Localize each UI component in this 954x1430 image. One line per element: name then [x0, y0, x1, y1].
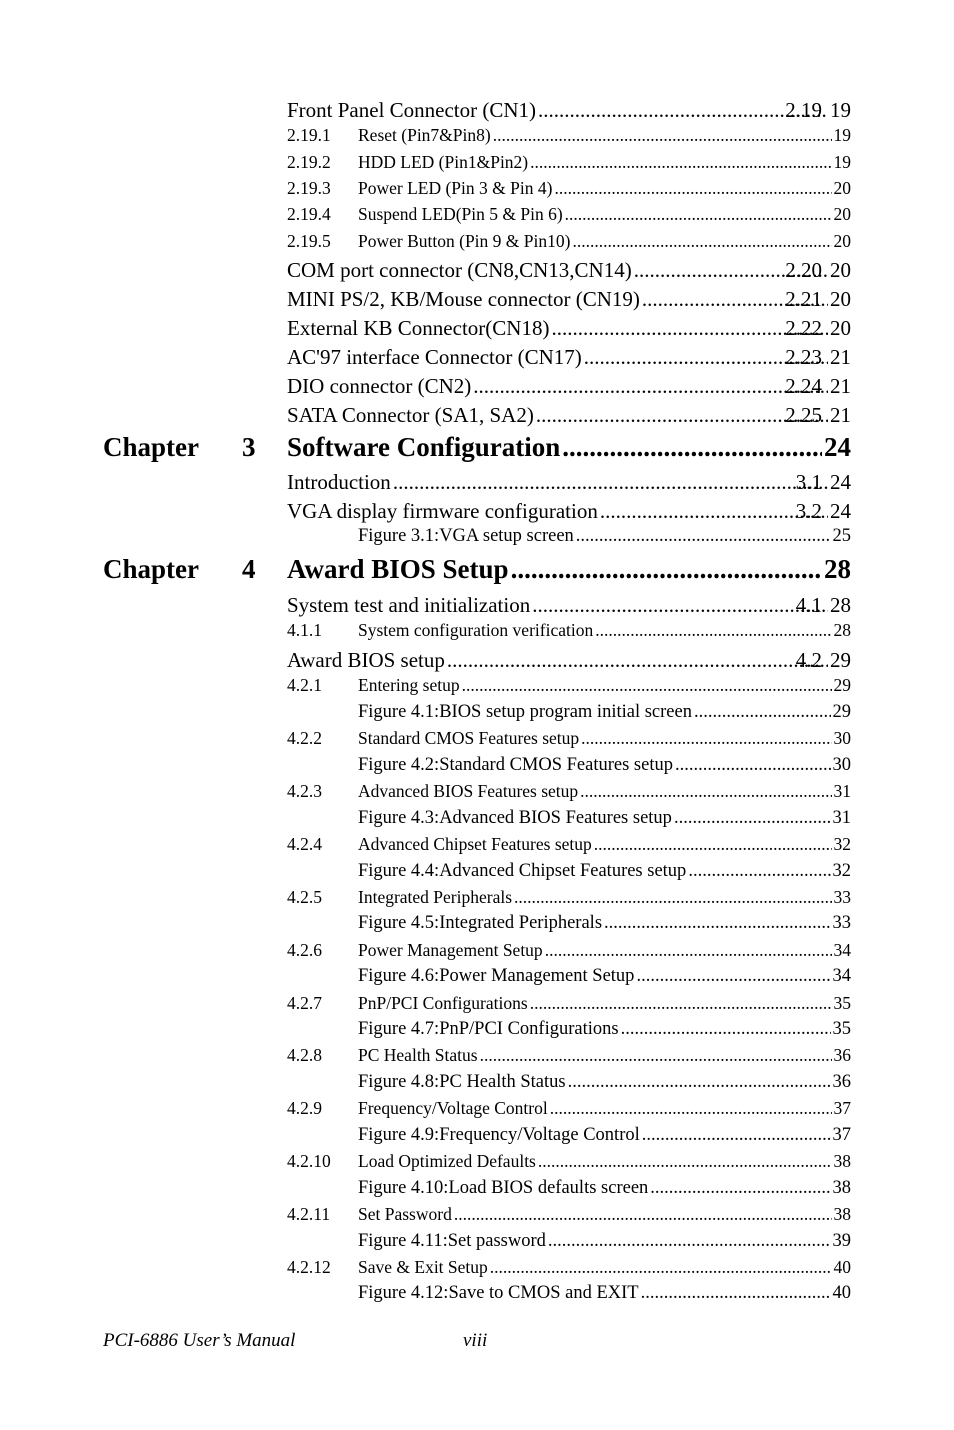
dot-leader [480, 1045, 832, 1066]
dot-leader [554, 178, 831, 199]
entry-title: Figure 4.4:Advanced Chipset Features setup [358, 861, 687, 882]
dot-leader [595, 620, 831, 641]
section-number: 4.2.6 [287, 940, 322, 961]
toc-entry[interactable] [287, 403, 851, 428]
page-number: 35 [833, 993, 851, 1014]
dot-leader [604, 913, 830, 934]
entry-title: AC'97 interface Connector (CN17) [287, 345, 582, 370]
entry-title: SATA Connector (SA1, SA2) [287, 403, 534, 428]
toc-entry[interactable] [287, 993, 851, 1014]
dot-leader [674, 808, 831, 829]
entry-title: Standard CMOS Features setup [358, 728, 580, 749]
dot-leader [642, 1125, 831, 1146]
entry-title: Figure 4.12:Save to CMOS and EXIT [358, 1283, 639, 1304]
section-number: 2.23 [785, 345, 822, 370]
page-number: 31 [833, 781, 851, 802]
entry-title: Reset (Pin7&Pin8) [358, 125, 491, 146]
entry-title: Award BIOS setup [287, 648, 445, 673]
page-number: 21 [830, 403, 851, 428]
toc-entry[interactable] [287, 231, 851, 252]
toc-entry[interactable] [287, 374, 851, 399]
toc-entry[interactable] [287, 940, 851, 961]
toc-figure-entry[interactable] [358, 702, 851, 723]
toc-figure-entry[interactable] [358, 1283, 851, 1304]
dot-leader [550, 1098, 832, 1119]
dot-leader [447, 648, 828, 673]
dot-leader [572, 231, 831, 252]
page-number: 20 [830, 287, 851, 312]
page-number: 19 [830, 98, 851, 123]
section-number: 2.20 [785, 258, 822, 283]
section-number: 2.19.2 [287, 152, 331, 173]
entry-title: PC Health Status [358, 1045, 478, 1066]
toc-entry[interactable] [287, 675, 851, 696]
dot-leader [688, 861, 830, 882]
section-number: 2.19.3 [287, 178, 331, 199]
page-number: 28 [833, 620, 851, 641]
toc-figure-entry[interactable] [358, 1019, 851, 1040]
entry-title: Suspend LED(Pin 5 & Pin 6) [358, 204, 563, 225]
section-number: 4.2.12 [287, 1257, 331, 1278]
page-number: 29 [833, 675, 851, 696]
page-number: 20 [833, 178, 851, 199]
section-number: 2.25 [785, 403, 822, 428]
toc-entry[interactable] [287, 499, 851, 524]
toc-entry[interactable] [287, 470, 851, 495]
entry-title: Figure 4.3:Advanced BIOS Features setup [358, 808, 672, 829]
page-number: 36 [832, 1072, 851, 1093]
section-number: 4.2.5 [287, 887, 322, 908]
page-number: 39 [832, 1231, 851, 1252]
page-number: 34 [833, 940, 851, 961]
toc-figure-entry[interactable] [358, 755, 851, 776]
section-number: 4.2.3 [287, 781, 322, 802]
page-number: 28 [824, 554, 851, 585]
page-number: 32 [833, 834, 851, 855]
toc-entry[interactable] [287, 316, 851, 341]
entry-title: DIO connector (CN2) [287, 374, 472, 399]
section-number: 4.2.11 [287, 1204, 331, 1225]
page-number: 28 [830, 593, 851, 618]
toc-entry[interactable] [287, 648, 851, 673]
section-number: 4.2.7 [287, 993, 322, 1014]
toc-entry[interactable] [287, 287, 851, 312]
entry-title: Figure 4.9:Frequency/Voltage Control [358, 1125, 640, 1146]
toc-entry[interactable] [287, 1098, 851, 1119]
page-number: 38 [833, 1204, 851, 1225]
toc-entry[interactable] [287, 1204, 851, 1225]
toc-entry[interactable] [287, 125, 851, 146]
toc-entry[interactable] [287, 178, 851, 199]
entry-title: Figure 4.6:Power Management Setup [358, 966, 635, 987]
toc-figure-entry[interactable] [358, 966, 851, 987]
dot-leader [568, 1072, 831, 1093]
entry-title: HDD LED (Pin1&Pin2) [358, 152, 529, 173]
dot-leader [511, 554, 822, 585]
page-number: 30 [832, 755, 851, 776]
toc-figure-entry[interactable] [358, 808, 851, 829]
entry-title: Integrated Peripherals [358, 887, 513, 908]
page-number: 38 [832, 1178, 851, 1199]
dot-leader [600, 499, 828, 524]
entry-title: Set Password [358, 1204, 452, 1225]
toc-entry[interactable] [287, 620, 851, 641]
entry-title: Figure 4.8:PC Health Status [358, 1072, 566, 1093]
page-number: 21 [830, 345, 851, 370]
section-number: 4.1.1 [287, 620, 322, 641]
page-number: 33 [833, 887, 851, 908]
page-number: 31 [832, 808, 851, 829]
entry-title: Figure 3.1:VGA setup screen [358, 526, 574, 547]
entry-title: External KB Connector(CN18) [287, 316, 550, 341]
dot-leader [621, 1019, 831, 1040]
entry-title: Award BIOS Setup [287, 554, 509, 585]
entry-title: Figure 4.1:BIOS setup program initial screen [358, 702, 692, 723]
toc-chapter-entry[interactable] [103, 554, 851, 585]
dot-leader [562, 432, 822, 463]
page-number: 32 [832, 861, 851, 882]
entry-title: Advanced Chipset Features setup [358, 834, 592, 855]
section-number: 4.2.1 [287, 675, 322, 696]
page-number: 30 [833, 728, 851, 749]
section-number: 2.22 [785, 316, 822, 341]
dot-leader [650, 1178, 830, 1199]
section-number: 2.21 [785, 287, 822, 312]
toc-entry[interactable] [287, 887, 851, 908]
entry-title: COM port connector (CN8,CN13,CN14) [287, 258, 632, 283]
entry-title: PnP/PCI Configurations [358, 993, 528, 1014]
dot-leader [675, 755, 831, 776]
toc-entry[interactable] [287, 98, 851, 123]
entry-title: System test and initialization [287, 593, 531, 618]
section-number: 2.24 [785, 374, 822, 399]
page-number: 40 [833, 1257, 851, 1278]
page-number: 37 [833, 1098, 851, 1119]
toc-entry[interactable] [287, 258, 851, 283]
footer-manual-title: PCI-6886 User’s Manual [103, 1330, 296, 1351]
section-number: 2.19.1 [287, 125, 331, 146]
toc-entry[interactable] [287, 781, 851, 802]
page-number: 25 [832, 526, 851, 547]
entry-title: Power Button (Pin 9 & Pin10) [358, 231, 571, 252]
entry-title: VGA display firmware configuration [287, 499, 598, 524]
entry-title: Power Management Setup [358, 940, 543, 961]
section-number: 4.2.9 [287, 1098, 322, 1119]
footer-page-number: viii [463, 1330, 488, 1351]
page-number: 29 [832, 702, 851, 723]
entry-title: Software Configuration [287, 432, 561, 463]
entry-title: Figure 4.5:Integrated Peripherals [358, 913, 603, 934]
dot-leader [694, 702, 831, 723]
section-number: 4.2.10 [287, 1151, 331, 1172]
dot-leader [473, 374, 828, 399]
entry-title: Figure 4.11:Set password [358, 1231, 546, 1252]
dot-leader [493, 125, 832, 146]
entry-title: System configuration verification [358, 620, 594, 641]
dot-leader [565, 204, 832, 225]
toc-chapter-entry[interactable] [103, 432, 851, 463]
toc-figure-entry[interactable] [358, 1231, 851, 1252]
toc-figure-entry[interactable] [358, 1125, 851, 1146]
page-number: 20 [830, 316, 851, 341]
toc-figure-entry[interactable] [358, 861, 851, 882]
page-number: 20 [830, 258, 851, 283]
section-number: 3.1 [795, 470, 822, 495]
page-number: 19 [833, 152, 851, 173]
toc-figure-entry[interactable] [358, 526, 851, 547]
entry-title: Front Panel Connector (CN1) [287, 98, 537, 123]
dot-leader [548, 1231, 831, 1252]
dot-leader [454, 1204, 832, 1225]
dot-leader [530, 152, 831, 173]
section-number: 4.1 [795, 593, 822, 618]
toc-figure-entry[interactable] [358, 913, 851, 934]
dot-leader [641, 1283, 831, 1304]
dot-leader [580, 781, 831, 802]
toc-entry[interactable] [287, 593, 851, 618]
page-number: 29 [830, 648, 851, 673]
section-number: 4.2.8 [287, 1045, 322, 1066]
dot-leader [393, 470, 828, 495]
toc-entry[interactable] [287, 728, 851, 749]
chapter-number: 4 [242, 554, 256, 585]
page-number: 19 [833, 125, 851, 146]
dot-leader [490, 1257, 832, 1278]
dot-leader [514, 887, 831, 908]
toc-entry[interactable] [287, 1045, 851, 1066]
entry-title: Save & Exit Setup [358, 1257, 488, 1278]
page-number: 20 [833, 231, 851, 252]
entry-title: Power LED (Pin 3 & Pin 4) [358, 178, 553, 199]
chapter-number: 3 [242, 432, 256, 463]
dot-leader [530, 993, 832, 1014]
section-number: 2.19.5 [287, 231, 331, 252]
entry-title: Frequency/Voltage Control [358, 1098, 548, 1119]
toc-entry[interactable] [287, 1257, 851, 1278]
entry-title: Entering setup [358, 675, 460, 696]
entry-title: Figure 4.7:PnP/PCI Configurations [358, 1019, 619, 1040]
page-number: 21 [830, 374, 851, 399]
dot-leader [545, 940, 832, 961]
dot-leader [532, 593, 828, 618]
toc-entry[interactable] [287, 152, 851, 173]
entry-title: Advanced BIOS Features setup [358, 781, 579, 802]
toc-entry[interactable] [287, 1151, 851, 1172]
section-number: 2.19 [785, 98, 822, 123]
page-number: 24 [830, 470, 851, 495]
section-number: 3.2 [795, 499, 822, 524]
toc-figure-entry[interactable] [358, 1178, 851, 1199]
entry-title: Introduction [287, 470, 391, 495]
page-number: 20 [833, 204, 851, 225]
section-number: 2.19.4 [287, 204, 331, 225]
page-number: 24 [824, 432, 851, 463]
dot-leader [576, 526, 831, 547]
dot-leader [594, 834, 832, 855]
page-number: 38 [833, 1151, 851, 1172]
entry-title: MINI PS/2, KB/Mouse connector (CN19) [287, 287, 640, 312]
entry-title: Load Optimized Defaults [358, 1151, 536, 1172]
dot-leader [581, 728, 831, 749]
chapter-label: Chapter [103, 432, 199, 463]
page-number: 40 [832, 1283, 851, 1304]
chapter-label: Chapter [103, 554, 199, 585]
page-number: 33 [832, 913, 851, 934]
page-number: 36 [833, 1045, 851, 1066]
page-number: 24 [830, 499, 851, 524]
entry-title: Figure 4.10:Load BIOS defaults screen [358, 1178, 649, 1199]
section-number: 4.2.2 [287, 728, 322, 749]
toc-entry[interactable] [287, 204, 851, 225]
entry-title: Figure 4.2:Standard CMOS Features setup [358, 755, 673, 776]
dot-leader [636, 966, 830, 987]
section-number: 4.2.4 [287, 834, 322, 855]
dot-leader [538, 1151, 832, 1172]
toc-entry[interactable] [287, 345, 851, 370]
section-number: 4.2 [795, 648, 822, 673]
dot-leader [462, 675, 832, 696]
page-number: 34 [832, 966, 851, 987]
dot-leader [536, 403, 828, 428]
page-number: 35 [832, 1019, 851, 1040]
toc-figure-entry[interactable] [358, 1072, 851, 1093]
toc-entry[interactable] [287, 834, 851, 855]
page-number: 37 [832, 1125, 851, 1146]
